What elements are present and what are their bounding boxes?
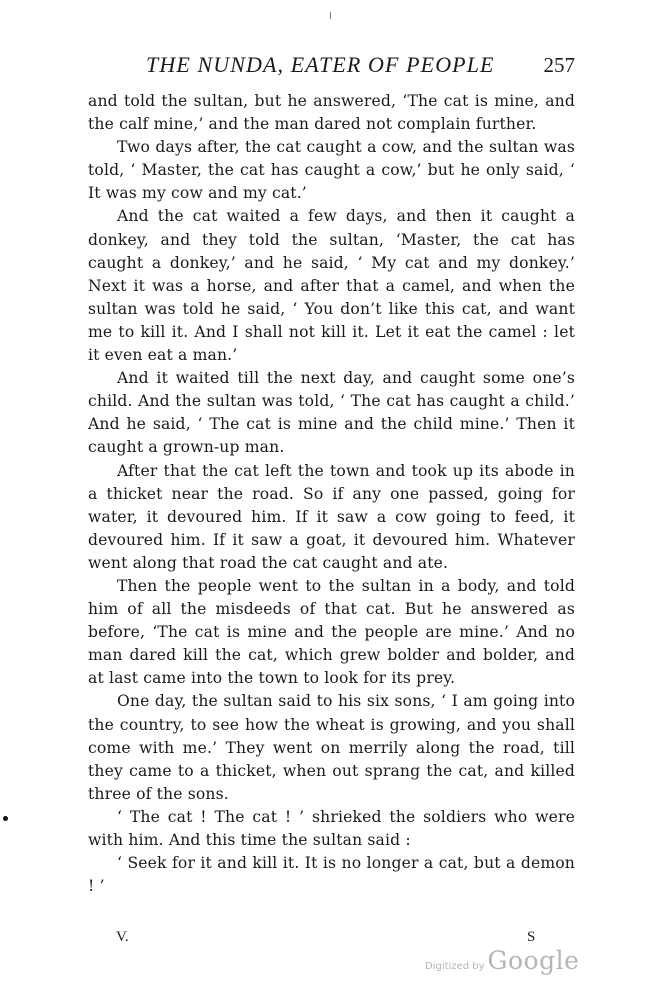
paragraph-3: And the cat waited a few days, and then it caught a donkey, and they told the sultan, ‘Master, the cat has caught a donkey,’ and he said, ‘ My cat and my donkey.’ Next it was a horse, and after that a camel, and when the sultan was told he said, ‘ You don’t like this cat, and want me to kill it. And I shall not kill it. Let it eat the camel : let it even eat a man.’ [88, 207, 575, 365]
signature-mark: V. [116, 929, 129, 945]
sheet-number: S [527, 929, 536, 945]
watermark-logo: Google [487, 946, 580, 975]
running-title: THE NUNDA, EATER OF PEOPLE [146, 52, 495, 77]
running-head [88, 50, 575, 80]
watermark-prefix: Digitized by [425, 961, 485, 972]
margin-dot [3, 816, 8, 821]
page-number: 257 [543, 53, 575, 77]
paragraph-2: Two days after, the cat caught a cow, and the sultan was told, ‘ Master, the cat has caught a cow,’ but he only said, ‘ It was my cow and my cat.’ [88, 138, 575, 203]
page-footer [88, 926, 575, 948]
paragraph-6: Then the people went to the sultan in a body, and told him of all the misdeeds of that cat. But he answered as before, ‘The cat is mine and the people are mine.’ And no man dared kill the cat, which grew bolder and bolder, and at last came into the town to look for its prey. [88, 576, 575, 688]
paragraph-7: One day, the sultan said to his six sons, ‘ I am going into the country, to see how the wheat is growing, and you shall come with me.’ They went on merrily along the road, till they came to a thicket, when out sprang the cat, and killed three of the sons. [88, 692, 575, 803]
body-text [88, 90, 575, 898]
scan-tick-mark [330, 12, 331, 19]
paragraph-9: ‘ Seek for it and kill it. It is no longer a cat, but a demon ! ’ [88, 854, 575, 896]
paragraph-8: ‘ The cat ! The cat ! ’ shrieked the soldiers who were with him. And this time the sultan said : [88, 807, 575, 849]
paragraph-1: and told the sultan, but he answered, ‘The cat is mine, and the calf mine,’ and the man dared not complain further. [88, 92, 575, 134]
paragraph-5: After that the cat left the town and took up its abode in a thicket near the road. So if any one passed, going for water, it devoured him. If it saw a cow going to feed, it devoured him. If it saw a goat, it devoured him. Whatever went along that road the cat caught and ate. [88, 461, 575, 572]
digitization-watermark [425, 946, 579, 986]
paragraph-4: And it waited till the next day, and caught some one’s child. And the sultan was told, ‘ The cat has caught a child.’ And he said, ‘ The cat is mine and the child mine.’ Then it caught a grown-up man. [88, 369, 575, 457]
